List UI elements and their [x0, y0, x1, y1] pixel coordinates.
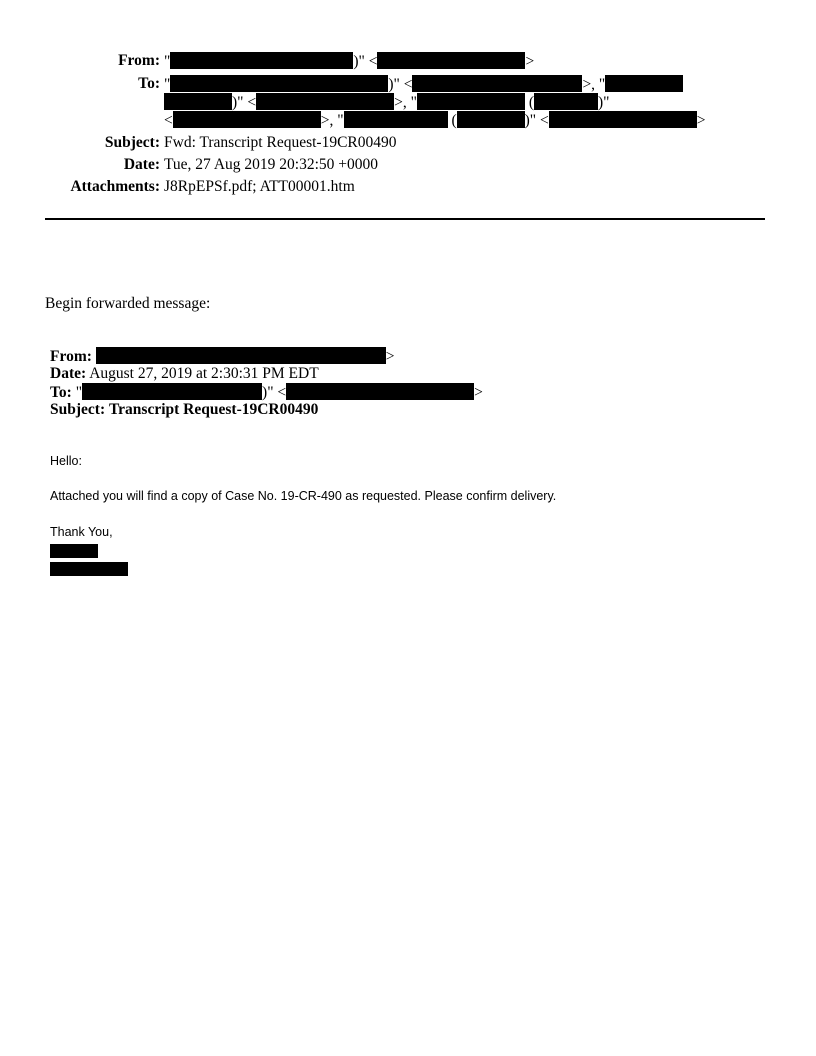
subject-label: Subject:	[104, 134, 160, 151]
header-to-row	[0, 75, 816, 93]
forwarded-to-row: To: " )" < >	[50, 384, 483, 401]
redaction-box	[50, 562, 128, 576]
signature-name-redacted	[50, 543, 98, 559]
forwarded-subject-value: Transcript Request-19CR00490	[108, 401, 319, 418]
header-subject-row	[0, 134, 816, 152]
forwarded-from-row: From: >	[50, 348, 395, 365]
message-text: Attached you will find a copy of Case No. 19-CR-490 as requested. Please confirm delivery.	[50, 489, 557, 503]
redaction-box	[170, 75, 388, 92]
redaction-box	[344, 111, 448, 128]
redaction-box	[170, 52, 353, 69]
redaction-box	[412, 75, 582, 92]
redaction-box	[173, 111, 321, 128]
header-to-row-2	[0, 93, 816, 111]
redaction-box	[457, 111, 525, 128]
redaction-box	[96, 347, 386, 364]
redaction-box	[605, 75, 683, 92]
signature-title-redacted	[50, 561, 128, 577]
redaction-box	[164, 93, 232, 110]
from-label: From:	[118, 52, 160, 69]
redaction-box	[549, 111, 697, 128]
header-from-row	[0, 52, 816, 70]
redaction-box	[534, 93, 598, 110]
redaction-box	[256, 93, 394, 110]
redaction-box	[286, 383, 474, 400]
forwarded-subject-row	[50, 401, 483, 419]
closing: Thank You,	[50, 525, 113, 539]
forwarded-header	[50, 347, 483, 419]
redaction-box	[82, 383, 262, 400]
to-value-line-3: < >, " ( )" < >	[164, 112, 706, 129]
forwarded-to-label: To:	[50, 384, 72, 401]
date-label: Date:	[123, 156, 160, 173]
forwarded-intro: Begin forwarded message:	[45, 295, 211, 312]
from-value: " )" < >	[164, 53, 535, 70]
header-to-row-3	[0, 111, 816, 129]
header-attachments-row	[0, 178, 816, 196]
to-value-line-2: )" < >, " ( )"	[164, 93, 609, 112]
forwarded-subject-label: Subject:	[50, 401, 106, 418]
header-divider	[45, 218, 765, 220]
header-date-row	[0, 156, 816, 174]
attachments-label: Attachments:	[70, 178, 160, 195]
attachments-value[interactable]: J8RpEPSf.pdf; ATT00001.htm	[164, 178, 355, 195]
forwarded-date-label: Date:	[50, 365, 87, 382]
date-value: Tue, 27 Aug 2019 20:32:50 +0000	[164, 156, 378, 173]
to-value-line-1: " )" < >, "	[164, 75, 683, 94]
greeting: Hello:	[50, 454, 82, 468]
subject-value: Fwd: Transcript Request-19CR00490	[164, 134, 397, 151]
to-label: To:	[138, 75, 160, 92]
redaction-box	[417, 93, 525, 110]
forwarded-date-value: August 27, 2019 at 2:30:31 PM EDT	[89, 365, 319, 382]
redaction-box	[50, 544, 98, 558]
forwarded-date-row	[50, 365, 483, 383]
redaction-box	[377, 52, 525, 69]
forwarded-from-label: From:	[50, 348, 92, 365]
